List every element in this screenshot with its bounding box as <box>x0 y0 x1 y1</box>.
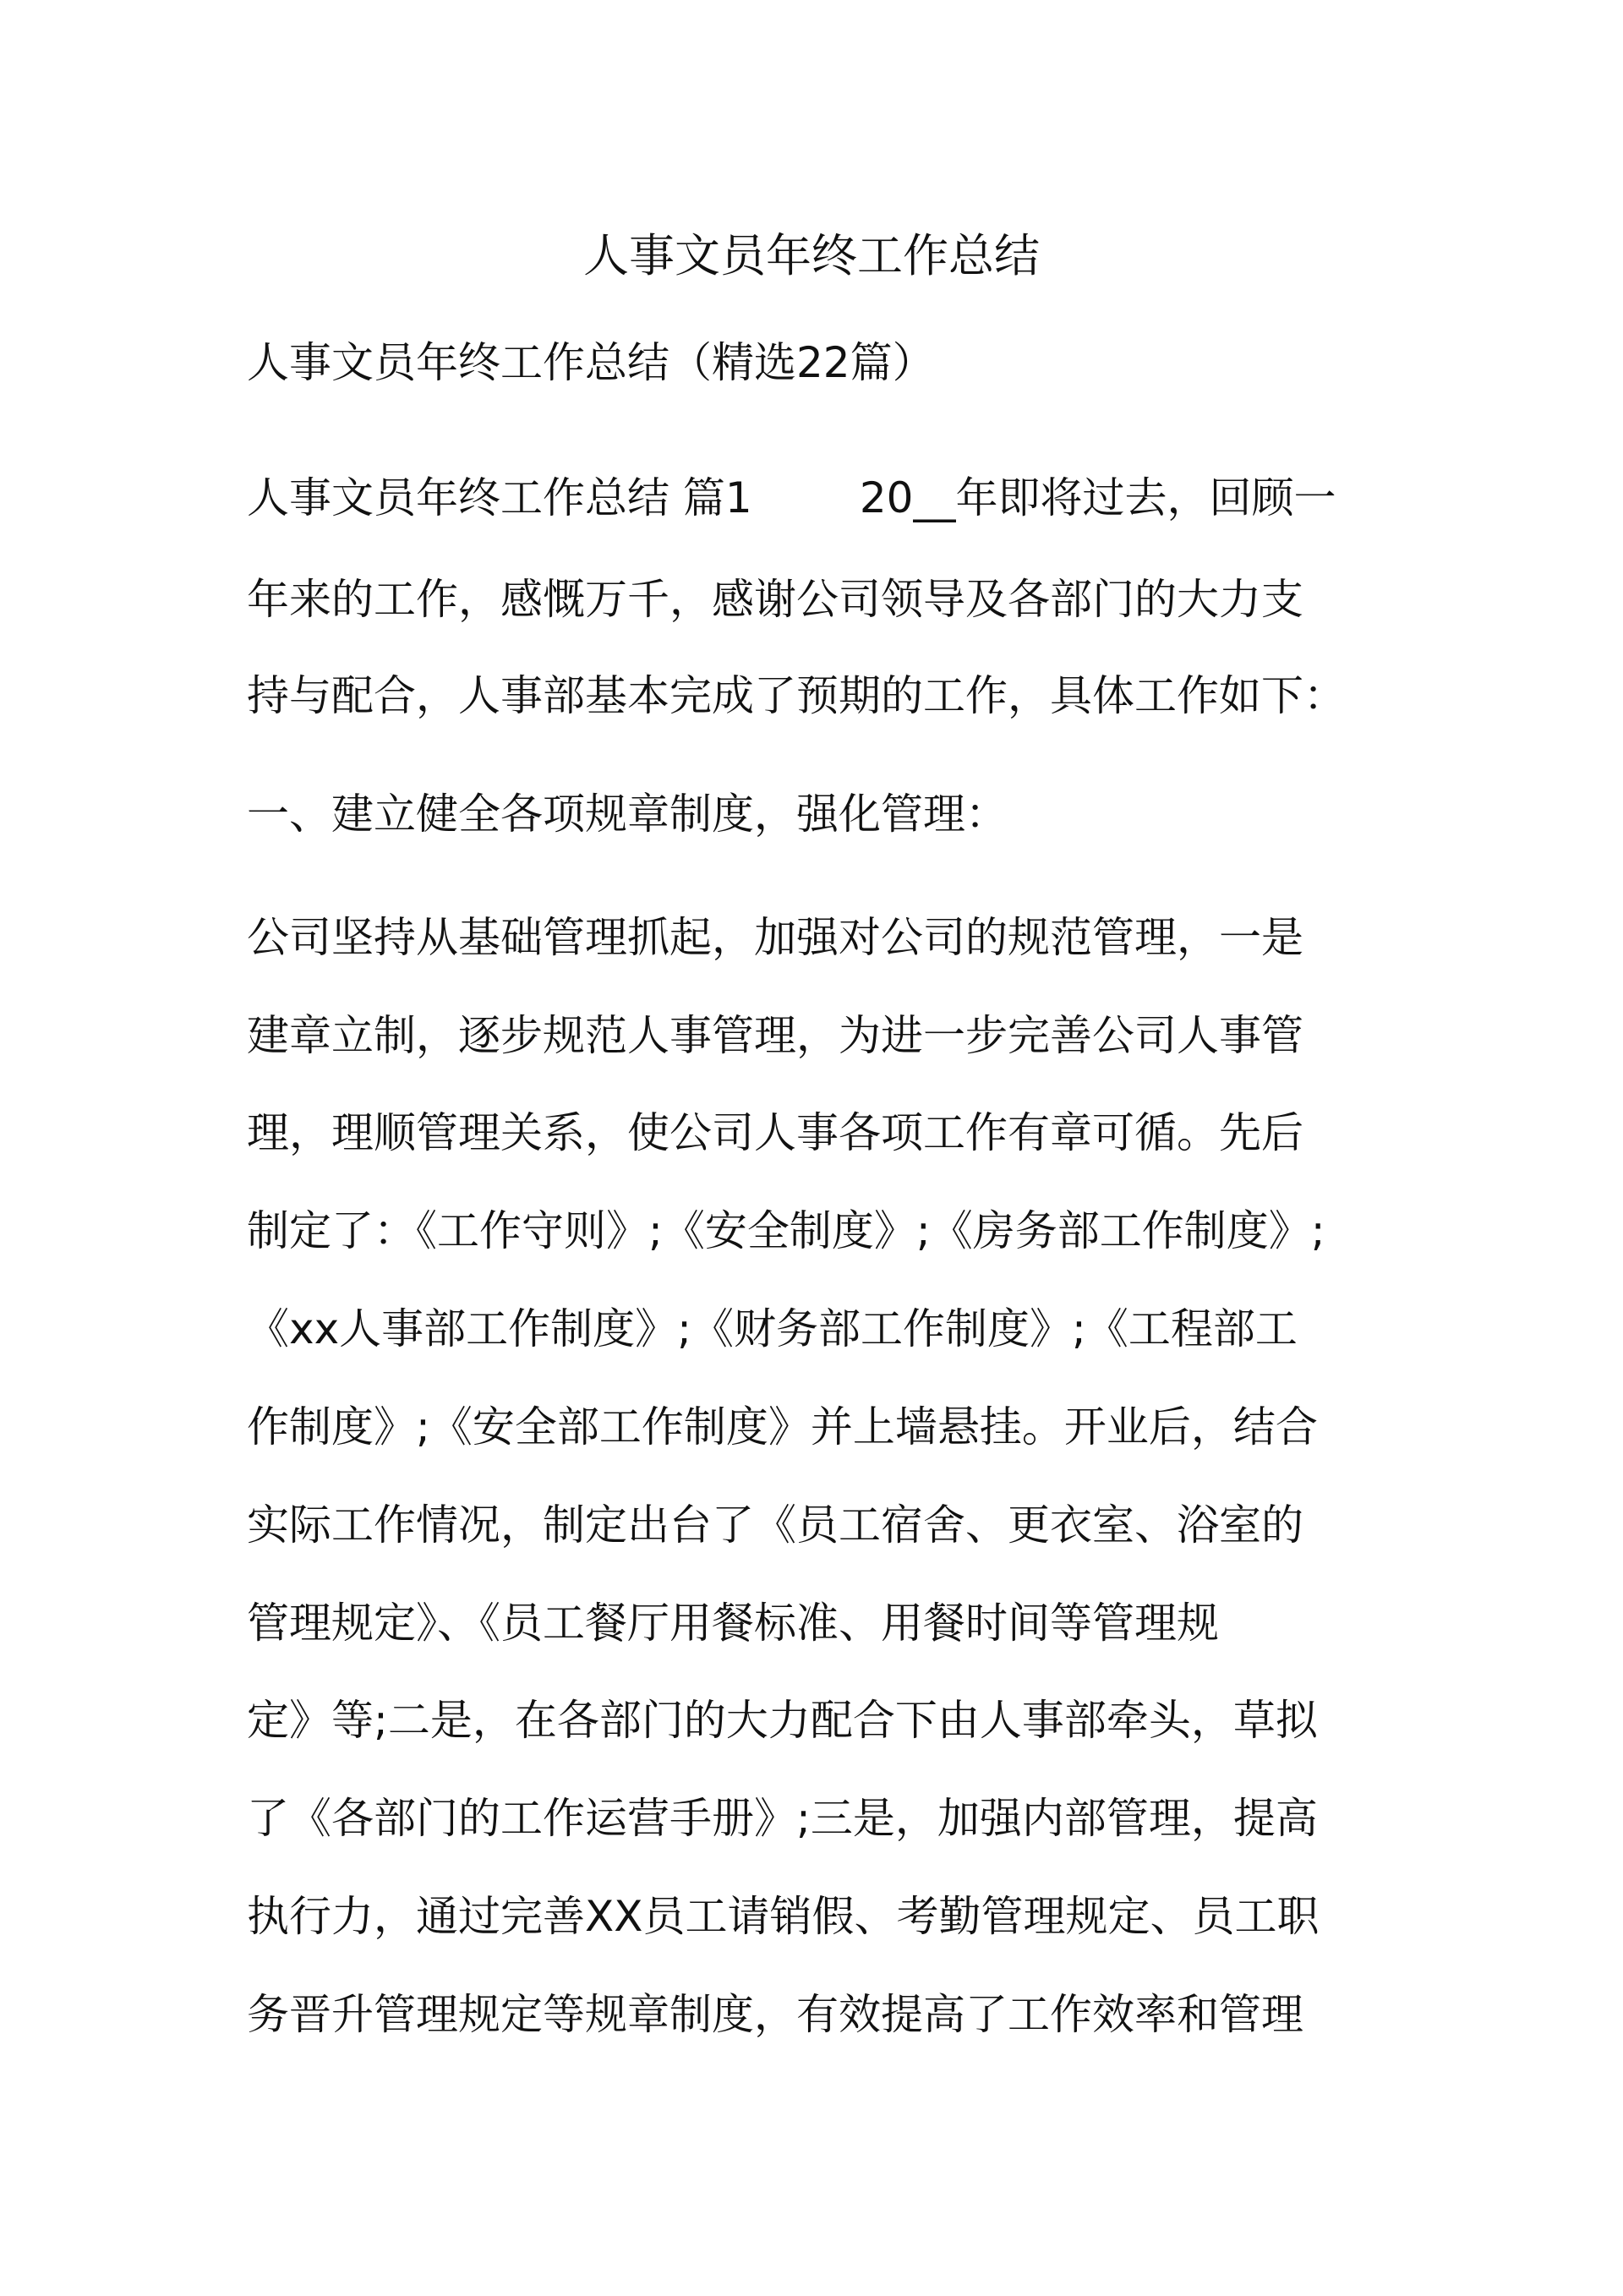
paragraph-line: 实际工作情况，制定出台了《员工宿舍、更衣室、浴室的 <box>247 1501 1303 1550</box>
paragraph-line: 作制度》;《安全部工作制度》并上墙悬挂。开业后，结合 <box>247 1402 1318 1451</box>
section-heading: 一、建立健全各项规章制度，强化管理： <box>247 790 1008 839</box>
paragraph-line: 了《各部门的工作运营手册》;三是，加强内部管理，提高 <box>247 1794 1318 1843</box>
paragraph-line: 建章立制，逐步规范人事管理，为进一步完善公司人事管 <box>247 1011 1303 1060</box>
paragraph-line: 年来的工作，感慨万千，感谢公司领导及各部门的大力支 <box>247 575 1303 624</box>
paragraph-line: 定》等;二是，在各部门的大力配合下由人事部牵头，草拟 <box>247 1696 1318 1745</box>
paragraph-line: 制定了：《工作守则》;《安全制度》;《房务部工作制度》; <box>247 1206 1325 1255</box>
paragraph-line: 《xx人事部工作制度》;《财务部工作制度》;《工程部工 <box>247 1304 1298 1353</box>
paragraph-line: 人事文员年终工作总结 篇1 20__年即将过去，回顾一 <box>247 473 1336 522</box>
document-subtitle: 人事文员年终工作总结（精选22篇） <box>247 338 935 387</box>
document-title: 人事文员年终工作总结 <box>583 229 1040 282</box>
paragraph-line: 持与配合，人事部基本完成了预期的工作，具体工作如下： <box>247 671 1346 720</box>
paragraph-line: 公司坚持从基础管理抓起，加强对公司的规范管理，一是 <box>247 913 1303 962</box>
paragraph-line: 理，理顺管理关系，使公司人事各项工作有章可循。先后 <box>247 1108 1303 1157</box>
paragraph-line: 执行力，通过完善XX员工请销假、考勤管理规定、员工职 <box>247 1892 1320 1941</box>
paragraph-line: 管理规定》、《员工餐厅用餐标准、用餐时间等管理规 <box>247 1599 1219 1648</box>
paragraph-line: 务晋升管理规定等规章制度，有效提高了工作效率和管理 <box>247 1990 1303 2039</box>
